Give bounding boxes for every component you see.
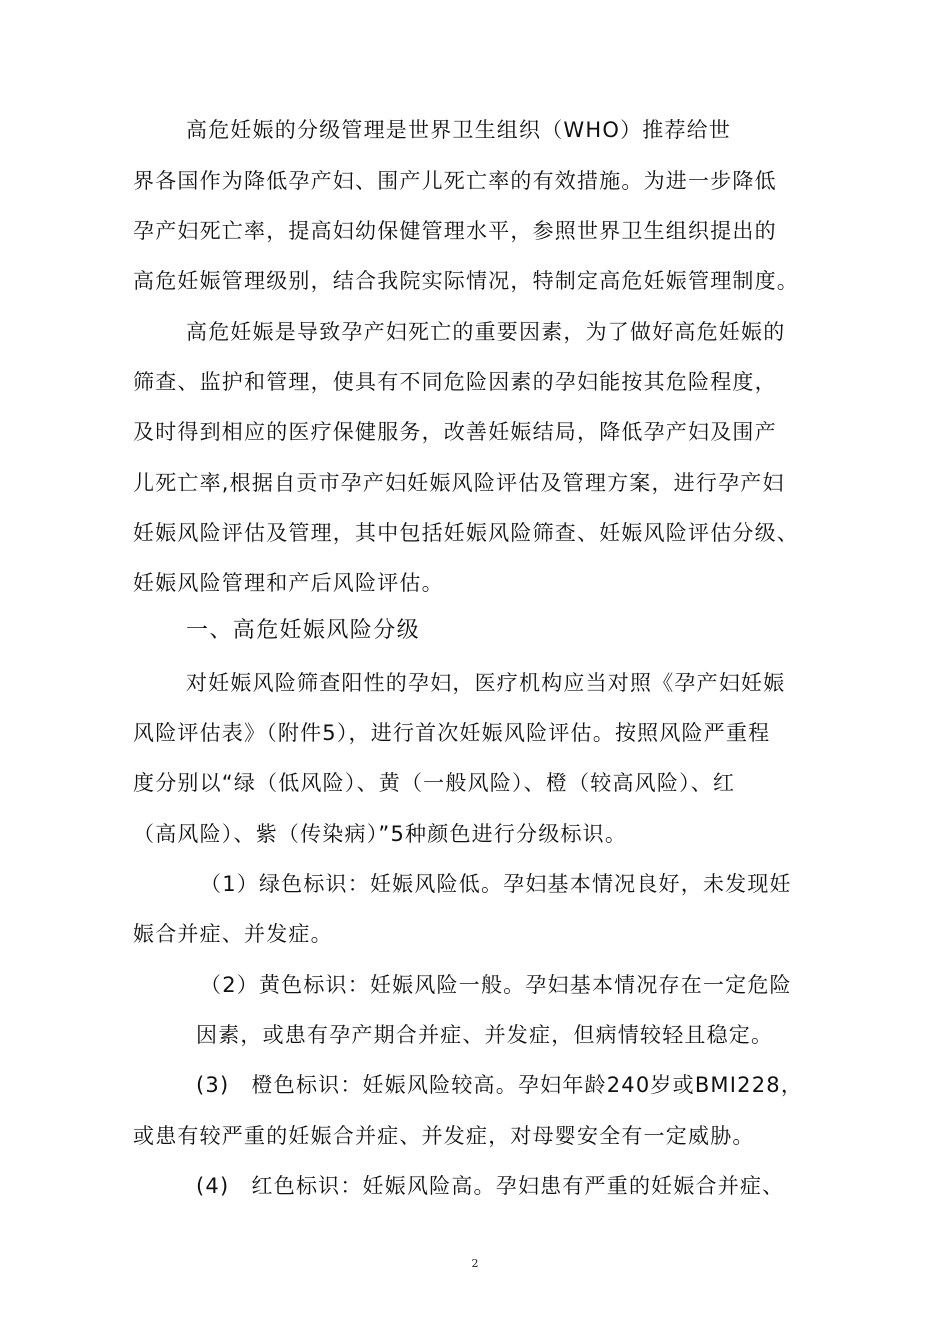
paragraph-2-line-5: 妊娠风险评估及管理，其中包括妊娠风险筛查、妊娠风险评估分级、 (133, 521, 799, 545)
item-4-line-1: (4) 红色标识：妊娠风险高。孕妇患有严重的妊娠合并症、 (196, 1174, 785, 1198)
paragraph-1-line-4: 高危妊娠管理级别，结合我院实际情况，特制定高危妊娠管理制度。 (133, 269, 799, 293)
section-heading: 一、高危妊娠风险分级 (186, 618, 421, 643)
item-3-line-1: (3) 橙色标识：妊娠风险较高。孕妇年龄240岁或BMI228， (196, 1073, 804, 1097)
paragraph-1-line-1: 高危妊娠的分级管理是世界卫生组织（WHO）推荐给世 (186, 118, 732, 142)
page-number: 2 (471, 1257, 479, 1270)
item-1-line-1: （1）绿色标识：妊娠风险低。孕妇基本情况良好，未发现妊 (200, 872, 792, 896)
paragraph-3-line-2: 风险评估表》（附件5），进行首次妊娠风险评估。按照风险严重程 (133, 721, 771, 745)
paragraph-3-line-1: 对妊娠风险筛查阳性的孕妇，医疗机构应当对照《孕产妇妊娠 (186, 671, 786, 695)
paragraph-2-line-1: 高危妊娠是导致孕产妇死亡的重要因素，为了做好高危妊娠的 (186, 320, 786, 344)
item-2-line-2: 因素，或患有孕产期合并症、并发症，但病情较轻且稳定。 (196, 1023, 774, 1047)
item-1-line-2: 娠合并症、并发症。 (133, 922, 333, 946)
paragraph-2-line-3: 及时得到相应的医疗保健服务，改善妊娠结局，降低孕产妇及围产 (133, 420, 777, 444)
paragraph-1-line-2: 界各国作为降低孕产妇、围产儿死亡率的有效措施。为进一步降低 (133, 169, 777, 193)
paragraph-2-line-2: 筛查、监护和管理，使具有不同危险因素的孕妇能按其危险程度， (133, 370, 777, 394)
paragraph-3-line-3: 度分别以“绿（低风险）、黄（一般风险）、橙（较高风险）、红 (133, 771, 736, 795)
paragraph-1-line-3: 孕产妇死亡率，提高妇幼保健管理水平，参照世界卫生组织提出的 (133, 219, 777, 243)
paragraph-2-line-6: 妊娠风险管理和产后风险评估。 (133, 571, 444, 595)
paragraph-3-line-4: （高风险）、紫（传染病）”5种颜色进行分级标识。 (133, 822, 628, 846)
item-2-line-1: （2）黄色标识：妊娠风险一般。孕妇基本情况存在一定危险 (200, 973, 792, 997)
item-3-line-2: 或患有较严重的妊娠合并症、并发症，对母婴安全有一定威胁。 (133, 1124, 755, 1148)
paragraph-2-line-4: 儿死亡率,根据自贡市孕产妇妊娠风险评估及管理方案，进行孕产妇 (133, 471, 785, 495)
